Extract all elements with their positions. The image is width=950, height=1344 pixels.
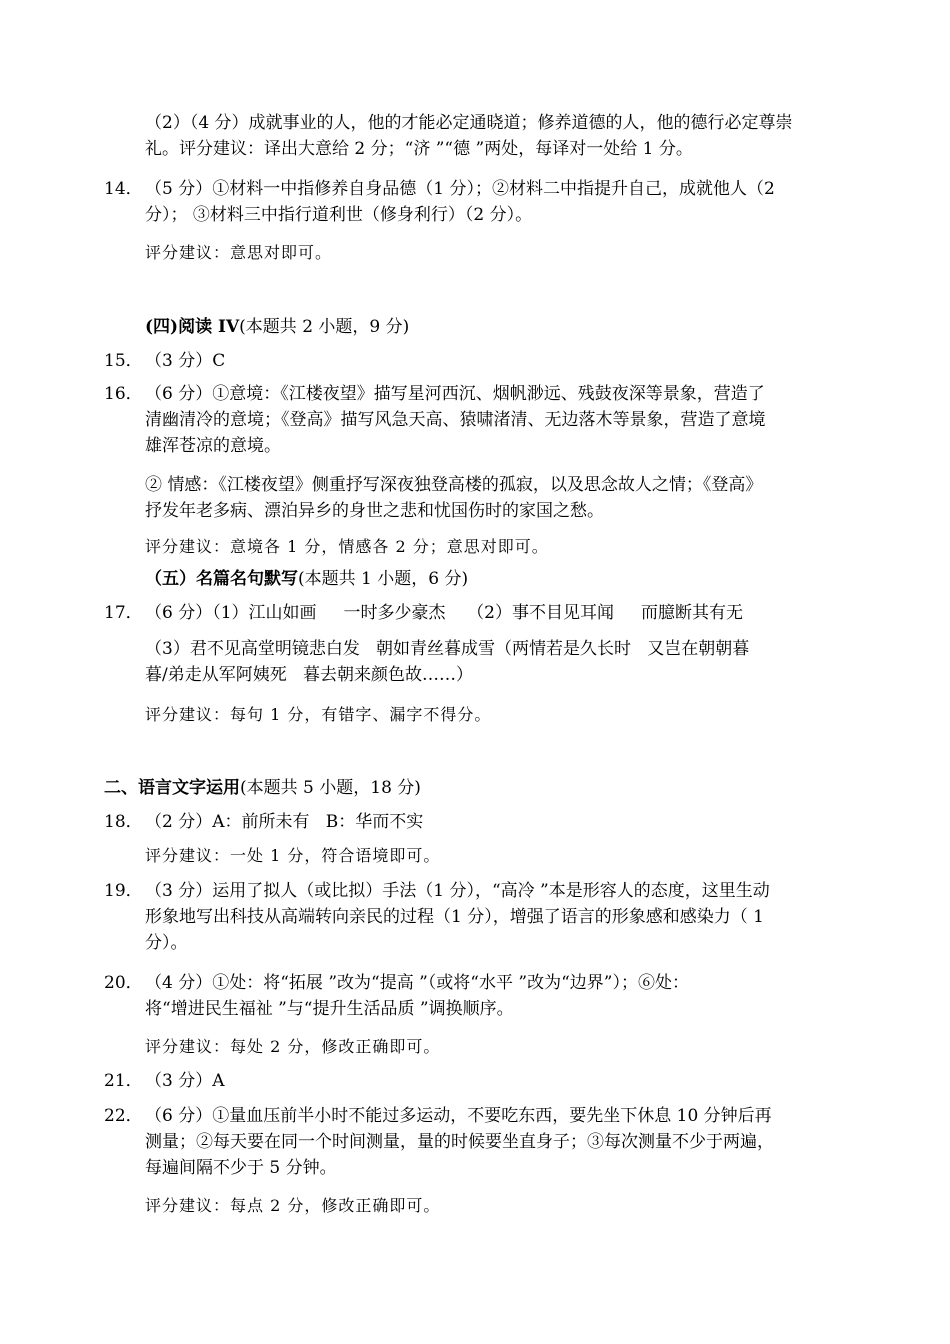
text-line: （6 分）①量血压前半小时不能过多运动，不要吃东西，要先坐下休息 10 分钟后再 [145,1106,772,1126]
q21-answer: （3 分）A [145,1071,225,1091]
text-line: 形象地写出科技从高端转向亲民的过程（1 分），增强了语言的形象感和感染力（ 1 [145,907,764,927]
q17-answer-part3 [145,636,860,688]
question-number: 22． [104,1106,143,1126]
question-number: 17． [104,603,143,623]
section-title: (四)阅读 IV [145,317,240,337]
q14-answer [145,176,860,228]
text-line: （6 分）①意境：《江楼夜望》描写星河西沉、烟帆渺远、残鼓夜深等景象，营造了 [145,384,765,404]
scoring-note: 评分建议：每点 2 分，修改正确即可。 [145,1196,441,1215]
text-line: （6 分）（1）江山如画 一时多少豪杰 （2）事不目见耳闻 而臆断其有无 [145,603,744,623]
q19-answer [145,878,860,956]
section-info: (本题共 1 小题，6 分) [298,569,469,589]
text-line: 分）； ③材料三中指行道利世（修身利行）（2 分）。 [145,205,533,225]
text-line: 分）。 [145,933,188,953]
text-line: 礼。评分建议：译出大意给 2 分；“济 ”“德 ”两处，每译对一处给 1 分。 [145,139,693,159]
text-line: 雄浑苍凉的意境。 [145,436,281,456]
q17-answer [145,600,860,626]
text-line: ② 情感：《江楼夜望》侧重抒写深夜独登高楼的孤寂，以及思念故人之情；《登高》 [145,475,763,495]
q16-answer [145,381,860,459]
text-line: （5 分）①材料一中指修养自身品德（1 分）；②材料二中指提升自己，成就他人（2 [145,179,775,199]
scoring-note: 评分建议：每处 2 分，修改正确即可。 [145,1037,441,1056]
scoring-note: 评分建议：每句 1 分，有错字、漏字不得分。 [145,705,492,724]
question-number: 19． [104,881,143,901]
question-number: 20． [104,973,143,993]
text-line: 测量；②每天要在同一个时间测量，量的时候要坐直身子；③每次测量不少于两遍， [145,1132,774,1152]
q22-answer [145,1103,860,1181]
q13-part2 [145,110,860,162]
text-line: 暮/弟走从军阿姨死 暮去朝来颜色故……） [145,665,473,685]
scoring-note: 评分建议：意思对即可。 [145,243,333,262]
section-title: 二、语言文字运用 [104,778,240,798]
text-line: 每遍间隔不少于 5 分钟。 [145,1158,337,1178]
text-line: （3）君不见高堂明镜悲白发 朝如青丝暮成雪（两情若是久长时 又岂在朝朝暮 [145,639,750,659]
q16-answer-emotion [145,472,860,524]
text-line: （4 分）①处：将“拓展 ”改为“提高 ”（或将“水平 ”改为“边界”）；⑥处： [145,973,689,993]
text-line: 清幽清冷的意境；《登高》描写风急天高、猿啸渚清、无边落木等景象，营造了意境 [145,410,766,430]
text-line: 将“增进民生福祉 ”与“提升生活品质 ”调换顺序。 [145,999,514,1019]
text-line: （2）（4 分）成就事业的人，他的才能必定通晓道；修养道德的人，他的德行必定尊崇 [145,113,793,133]
section-heading [104,775,864,801]
question-number: 14． [104,179,143,199]
question-number: 18． [104,812,143,832]
section-info: (本题共 5 小题，18 分) [240,778,421,798]
q20-answer [145,970,860,1022]
q15-answer: （3 分）C [145,351,226,371]
text-line: 抒发年老多病、漂泊异乡的身世之悲和忧国伤时的家国之愁。 [145,501,604,521]
section-heading [145,314,860,340]
question-number: 21． [104,1071,143,1091]
section-title: （五）名篇名句默写 [145,569,298,589]
text-line: （3 分）运用了拟人（或比拟）手法（1 分），“高冷 ”本是形容人的态度，这里生动 [145,881,770,901]
scoring-note: 评分建议：一处 1 分，符合语境即可。 [145,846,441,865]
scoring-note: 评分建议：意境各 1 分，情感各 2 分；意思对即可。 [145,537,549,556]
question-number: 15． [104,351,143,371]
question-number: 16． [104,384,143,404]
q18-answer: （2 分）A：前所未有 B：华而不实 [145,812,424,832]
section-info: (本题共 2 小题，9 分) [239,317,410,337]
section-heading [145,566,860,592]
